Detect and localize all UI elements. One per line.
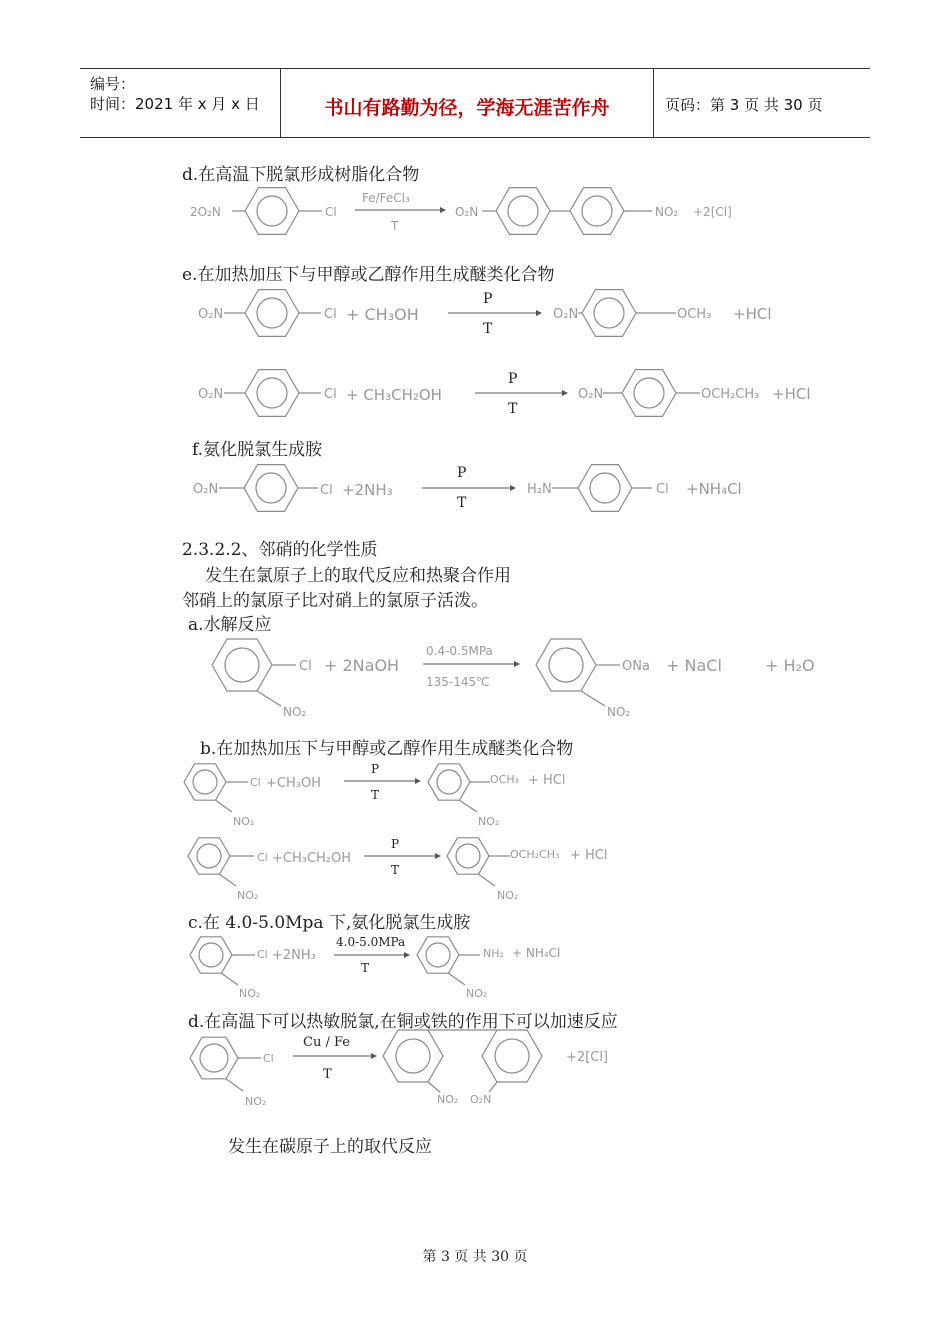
arrowhead (404, 952, 410, 958)
r7-byproduct: + HCl (570, 848, 608, 863)
r4-product-right: Cl (656, 482, 669, 497)
r2-chloro: Cl (324, 307, 337, 322)
benzene-ring (245, 370, 299, 417)
bond (581, 691, 605, 706)
header-number: 编号： (90, 75, 136, 93)
c-title: c.在 4.0-5.0Mpa 下,氨化脱氯生成胺 (188, 913, 471, 933)
benzene-ring (622, 370, 676, 417)
benzene-ring (245, 290, 299, 337)
r4-product-left: H₂N (527, 482, 552, 497)
bond (220, 874, 237, 886)
benzene-ring (188, 838, 230, 874)
bond (479, 874, 496, 886)
benzene-ring (190, 1037, 238, 1079)
d-title: d.在高温下脱氯形成树脂化合物 (182, 165, 420, 185)
r8-product-right: NH₂ (483, 947, 504, 960)
r5-chloro: Cl (299, 659, 312, 674)
r8-byproduct: + NH₄Cl (512, 946, 561, 960)
benzene-ring (184, 764, 226, 800)
r5-product-right: ONa (622, 659, 650, 674)
r1-product-left: O₂N (455, 205, 479, 219)
r5-reagent: + 2NaOH (324, 656, 400, 675)
r3-byproduct: +HCl (772, 385, 811, 403)
r2-product-right: OCH₃ (677, 307, 712, 322)
r1-condition-above: Fe/FeCl₃ (362, 191, 410, 205)
section-heading: 2.3.2.2、邻硝的化学性质 (182, 540, 378, 560)
paragraph-1: 发生在氯原子上的取代反应和热聚合作用 (205, 566, 511, 586)
r6-substituent: NO₂ (233, 815, 255, 828)
paragraph-2: 邻硝上的氯原子比对硝上的氯原子活泼。 (182, 591, 488, 611)
benzene-ring (447, 838, 489, 874)
r9-chloro: Cl (263, 1052, 274, 1065)
benzene-ring (417, 937, 459, 973)
reaction-2 (198, 290, 772, 337)
r3-left-group: O₂N (198, 387, 224, 402)
r5-byproduct-1: + NaCl (666, 656, 722, 675)
bond (449, 973, 466, 985)
r7-chloro: Cl (257, 851, 268, 864)
bond (222, 973, 239, 985)
r3-condition-above: P (508, 371, 518, 387)
bond (489, 1082, 497, 1092)
r3-reagent: + CH₃CH₂OH (346, 386, 442, 404)
benzene-ring (383, 1030, 443, 1082)
r4-condition-above: P (457, 465, 467, 481)
arrowhead (440, 207, 446, 213)
r8-reagent: +2NH₃ (272, 948, 316, 963)
r3-product-right: OCH₂CH₃ (701, 387, 760, 402)
r2-product-left: O₂N (553, 307, 579, 322)
r4-reagent: +2NH₃ (342, 481, 393, 499)
r8-condition-below: T (361, 961, 370, 975)
bond (460, 800, 478, 812)
arrowhead (536, 310, 542, 316)
r6-condition-above: P (371, 762, 380, 776)
arrowhead (510, 485, 516, 491)
r9-substituent: NO₂ (245, 1095, 267, 1108)
r7-substituent: NO₂ (237, 889, 259, 902)
reaction-1 (190, 188, 732, 235)
arrowhead (562, 390, 568, 396)
r5-condition-below: 135-145℃ (426, 675, 490, 689)
benzene-ring (212, 639, 272, 691)
benzene-ring (570, 188, 624, 235)
e-title: e.在加热加压下与甲醇或乙醇作用生成醚类化合物 (182, 265, 555, 285)
header-page: 页码：第 3 页 共 30 页 (665, 96, 823, 114)
header-time: 时间：2021 年 x 月 x 日 (90, 95, 260, 113)
benzene-ring (578, 465, 632, 512)
arrowhead (435, 853, 441, 859)
arrowhead (514, 661, 520, 667)
r7-product-right: OCH₂CH₃ (510, 848, 560, 861)
r5-byproduct-2: + H₂O (765, 656, 815, 675)
benzene-ring (482, 1030, 542, 1082)
r6-reagent: +CH₃OH (266, 776, 321, 791)
r6-byproduct: + HCl (528, 773, 566, 788)
r1-byproduct: +2[Cl] (693, 205, 732, 219)
reaction-9 (190, 1030, 608, 1108)
reaction-3 (198, 370, 811, 417)
r9-product-substituent-2: O₂N (470, 1093, 492, 1106)
d2-title: d.在高温下可以热敏脱氯,在铜或铁的作用下可以加速反应 (188, 1012, 618, 1032)
r2-byproduct: +HCl (733, 305, 772, 323)
benzene-ring (428, 764, 470, 800)
r4-chloro: Cl (320, 483, 333, 498)
r7-condition-above: P (391, 837, 400, 851)
arrowhead (371, 1053, 377, 1059)
r2-condition-above: P (483, 291, 493, 307)
r7-reagent: +CH₃CH₂OH (272, 851, 352, 866)
r4-byproduct: +NH₄Cl (686, 480, 742, 498)
benzene-ring (244, 465, 298, 512)
r6-chloro: Cl (250, 776, 261, 789)
reaction-5 (212, 639, 815, 719)
r8-condition-above: 4.0-5.0MPa (336, 935, 406, 949)
r9-product-substituent-1: NO₂ (437, 1093, 459, 1106)
r3-chloro: Cl (324, 387, 337, 402)
r7-condition-below: T (391, 863, 400, 877)
r1-condition-below: T (391, 219, 399, 233)
arrowhead (415, 778, 421, 784)
r6-product-substituent: NO₂ (478, 815, 500, 828)
r5-product-substituent: NO₂ (607, 705, 631, 719)
paragraph-3: 发生在碳原子上的取代反应 (228, 1137, 432, 1157)
reaction-8 (190, 935, 560, 1000)
r6-condition-below: T (371, 788, 380, 802)
r2-reagent: + CH₃OH (346, 305, 419, 324)
r1-left-group: 2O₂N (190, 205, 221, 219)
page-footer: 第 3 页 共 30 页 (422, 1249, 528, 1265)
r9-byproduct: +2[Cl] (566, 1050, 608, 1065)
r3-product-left: O₂N (578, 387, 604, 402)
b-title: b.在加热加压下与甲醇或乙醇作用生成醚类化合物 (200, 739, 574, 759)
benzene-ring (536, 639, 596, 691)
bond (428, 1082, 440, 1092)
r5-condition-above: 0.4-0.5MPa (426, 644, 493, 658)
benzene-ring (582, 290, 636, 337)
header-motto: 书山有路勤为径，学海无涯苦作舟 (324, 97, 610, 119)
r8-substituent: NO₂ (239, 987, 261, 1000)
reaction-4 (193, 465, 742, 512)
r6-product-right: OCH₃ (490, 773, 520, 786)
benzene-ring (245, 188, 299, 235)
bond (257, 691, 281, 706)
r8-product-substituent: NO₂ (466, 987, 488, 1000)
r4-left-group: O₂N (193, 482, 219, 497)
r4-condition-below: T (457, 495, 467, 511)
r1-product-right: NO₂ (655, 205, 679, 219)
r2-condition-below: T (483, 321, 493, 337)
r3-condition-below: T (508, 401, 518, 417)
r2-left-group: O₂N (198, 307, 224, 322)
reaction-6 (184, 762, 566, 828)
bond (216, 800, 233, 812)
r9-condition-below: T (323, 1067, 332, 1082)
r5-substituent: NO₂ (283, 705, 307, 719)
r8-chloro: Cl (257, 948, 268, 961)
r9-condition-above: Cu / Fe (303, 1035, 350, 1050)
reaction-7 (188, 837, 608, 902)
bond (226, 1079, 243, 1091)
r7-product-substituent: NO₂ (497, 889, 519, 902)
r1-chloro: Cl (325, 205, 337, 219)
benzene-ring (190, 937, 232, 973)
benzene-ring (496, 188, 550, 235)
a-title: a.水解反应 (188, 615, 272, 635)
f-title: f.氨化脱氯生成胺 (192, 440, 323, 460)
